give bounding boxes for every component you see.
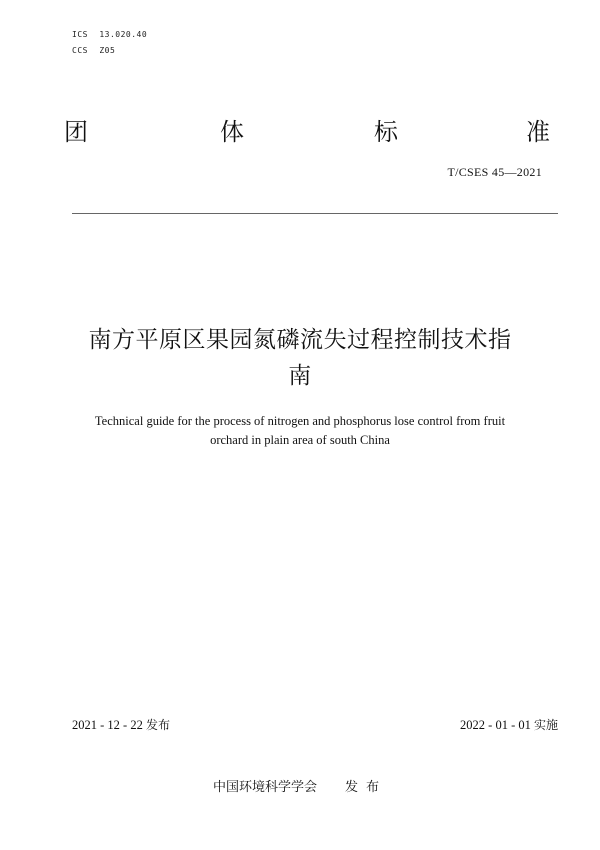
standard-number: T/CSES 45—2021	[447, 165, 542, 179]
publisher-org: 中国环境科学学会	[212, 780, 317, 795]
publisher-action: 发布	[345, 780, 388, 795]
heading-char-3: 标	[374, 118, 398, 146]
title-english	[70, 412, 530, 450]
title-chinese-line-2: 南	[288, 363, 312, 389]
ccs-label: CCS	[72, 46, 88, 55]
issue-date: 2021 - 12 - 22	[72, 718, 143, 732]
implementation-label: 实施	[533, 718, 558, 732]
heading-char-4: 准	[526, 118, 550, 146]
implementation-date: 2022 - 01 - 01	[460, 718, 531, 732]
title-english-line-2: orchard in plain area of south China	[210, 433, 390, 447]
standard-type-heading	[64, 115, 552, 149]
publisher-line	[0, 776, 600, 795]
heading-char-2: 体	[220, 118, 244, 146]
issue-date-line	[72, 716, 170, 733]
implementation-date-line	[460, 716, 558, 733]
ics-label: ICS	[72, 30, 88, 39]
ics-value: 13.020.40	[99, 30, 148, 39]
ccs-code	[72, 46, 115, 55]
title-english-line-1: Technical guide for the process of nitrogen and phosphorus lose control from fruit	[94, 414, 506, 428]
title-chinese-line-1: 南方平原区果园氮磷流失过程控制技术指	[88, 327, 512, 353]
title-chinese	[60, 322, 540, 394]
ics-code	[72, 30, 147, 39]
heading-char-1: 团	[64, 118, 88, 146]
ccs-value: Z05	[99, 46, 116, 55]
issue-label: 发布	[145, 718, 170, 732]
header-divider	[72, 213, 558, 214]
